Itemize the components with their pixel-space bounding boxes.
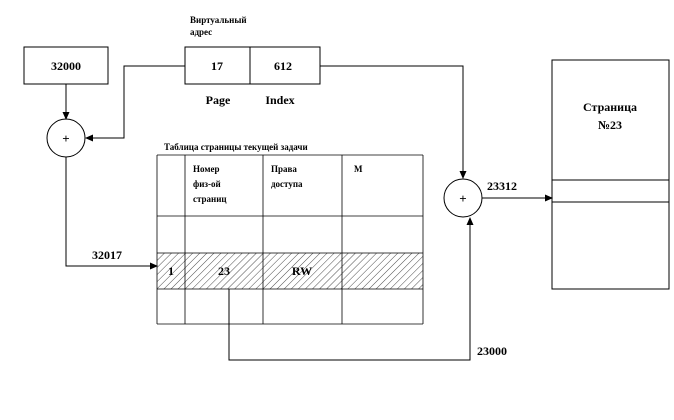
adder-2-plus-sign: +	[459, 191, 467, 206]
header-modified: M	[354, 164, 363, 174]
row-frame-value: 23	[218, 264, 230, 278]
header-frame-line2: физ-ой	[193, 179, 221, 189]
page-to-adder-arrow	[86, 66, 185, 138]
page-number-value: 17	[211, 59, 223, 73]
adder-1-plus-sign: +	[62, 131, 70, 146]
virtual-address-box	[185, 47, 320, 84]
row-flag-value: 1	[168, 264, 174, 278]
offset-to-adder-arrow	[320, 66, 463, 178]
virtual-address-label-line2: адрес	[190, 27, 213, 37]
base-register-value: 32000	[51, 59, 81, 73]
page-table-title: Таблица страницы текущей задачи	[164, 142, 308, 152]
physical-page-label-line1: Страница	[583, 100, 637, 114]
header-rights-line1: Права	[271, 164, 297, 174]
physical-page-box	[552, 60, 669, 289]
selected-row-hatch	[157, 253, 423, 289]
offset-value: 612	[274, 59, 292, 73]
index-label: Index	[265, 93, 295, 107]
header-frame-line3: страниц	[193, 194, 227, 204]
header-rights-line2: доступа	[271, 179, 303, 189]
frame-base-value: 23000	[477, 344, 507, 358]
page-label: Page	[205, 93, 231, 107]
header-frame-line1: Номер	[193, 164, 220, 174]
table-entry-address: 32017	[92, 248, 122, 262]
row-rights-value: RW	[291, 264, 313, 278]
physical-page-label-line2: №23	[597, 118, 623, 132]
virtual-address-label-line1: Виртуальный	[190, 15, 247, 25]
physical-address-value: 23312	[487, 179, 517, 193]
